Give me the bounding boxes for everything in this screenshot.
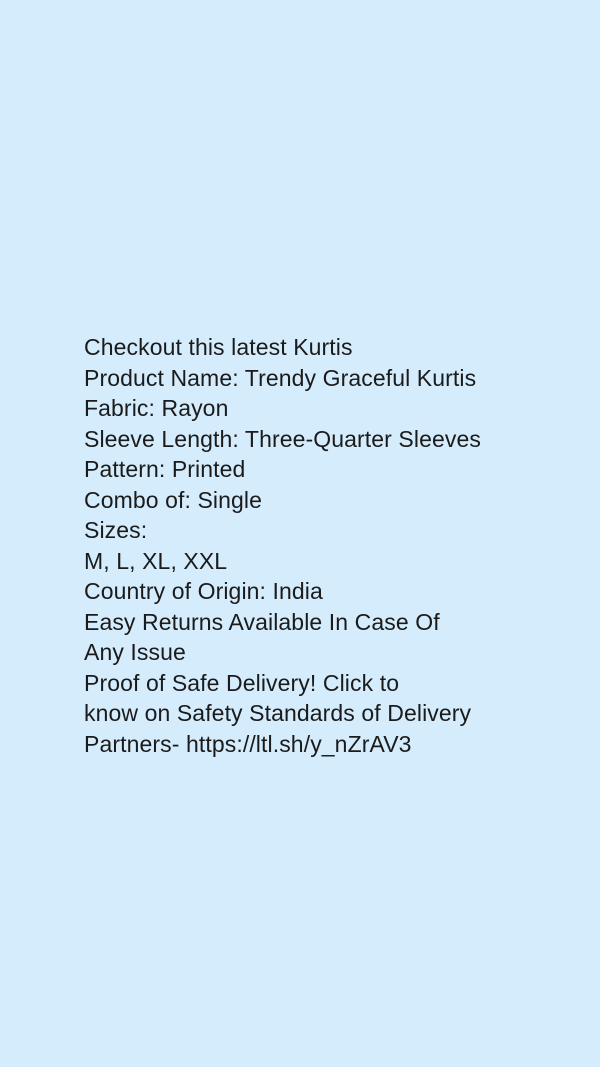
description-line-5: Pattern: Printed xyxy=(84,456,246,482)
description-line-10: Easy Returns Available In Case Of xyxy=(84,608,440,635)
description-line-4: Sleeve Length: Three-Quarter Sleeves xyxy=(84,425,481,452)
description-line-11: Any Issue xyxy=(84,639,186,665)
description-line-12: Proof of Safe Delivery! Click to xyxy=(84,669,400,696)
description-line-7: Sizes: xyxy=(84,517,148,543)
product-description-block xyxy=(84,332,584,759)
description-line-6: Combo of: Single xyxy=(84,486,263,513)
description-line-13: know on Safety Standards of Delivery xyxy=(84,700,472,726)
description-line-14: Partners- https://ltl.sh/y_nZrAV3 xyxy=(84,730,412,757)
description-line-3: Fabric: Rayon xyxy=(84,395,229,421)
description-line-9: Country of Origin: India xyxy=(84,578,323,604)
description-line-1: Checkout this latest Kurtis xyxy=(84,334,353,360)
description-line-8: M, L, XL, XXL xyxy=(84,547,228,574)
description-line-2: Product Name: Trendy Graceful Kurtis xyxy=(84,364,477,391)
